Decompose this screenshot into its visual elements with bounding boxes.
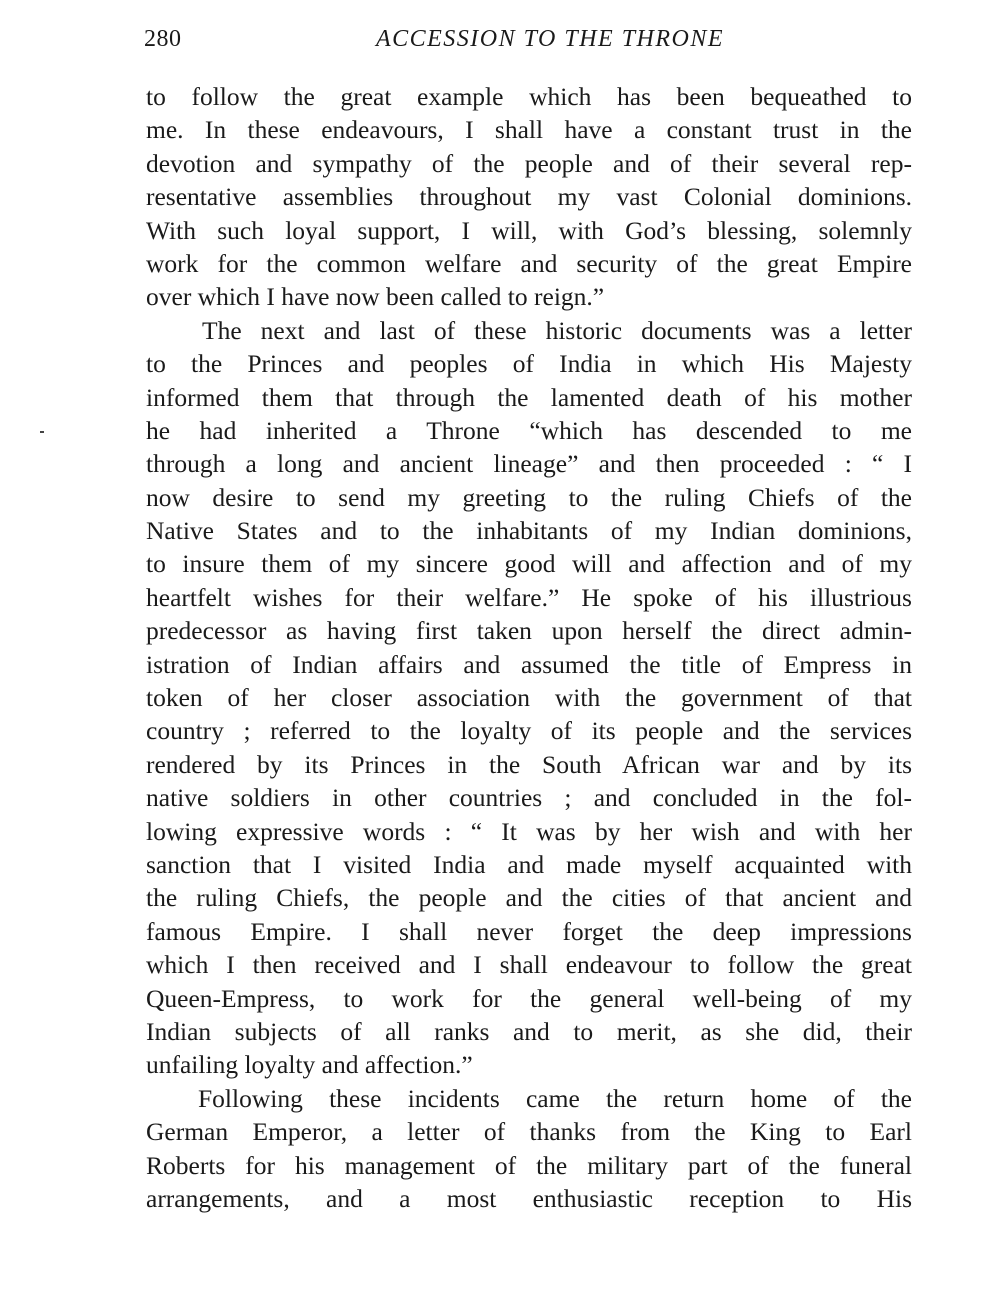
text-line: over which I have now been called to reign.”	[146, 282, 605, 312]
text-line: to follow the great example which has been bequeathed to	[146, 82, 912, 111]
text-line: Roberts for his management of the military part of the funeral	[146, 1150, 912, 1180]
text-line: country ; referred to the loyalty of its people and the services	[146, 716, 912, 746]
text-line: With such loyal support, I will, with God’s blessing, solemnly	[146, 215, 912, 245]
text-line: sanction that I visited India and made myself acquainted with	[146, 849, 912, 879]
text-line: Native States and to the inhabitants of my Indian dominions,	[146, 516, 912, 546]
text-line: rendered by its Princes in the South African war and by its	[146, 749, 912, 779]
margin-mark	[40, 431, 44, 433]
body-text	[146, 80, 912, 1215]
text-line: predecessor as having first taken upon herself the direct admin-	[146, 616, 912, 646]
text-line: arrangements, and a most enthusiastic reception to His	[146, 1183, 912, 1213]
text-line: Indian subjects of all ranks and to merit, as she did, their	[146, 1016, 912, 1046]
text-line: German Emperor, a letter of thanks from the King to Earl	[146, 1117, 912, 1147]
text-line: to the Princes and peoples of India in which His Majesty	[146, 349, 912, 379]
text-line: me. In these endeavours, I shall have a constant trust in the	[146, 115, 912, 145]
text-line: resentative assemblies throughout my vast Colonial dominions.	[146, 182, 912, 212]
text-line: The next and last of these historic documents was a letter	[202, 315, 912, 345]
text-line: token of her closer association with the government of that	[146, 683, 912, 713]
running-title: ACCESSION TO THE THRONE	[375, 26, 725, 52]
paragraph	[146, 314, 912, 1082]
text-line: work for the common welfare and security of the great Empire	[146, 248, 912, 278]
text-line: which I then received and I shall endeavour to follow the great	[146, 950, 912, 980]
text-line: Queen-Empress, to work for the general well-being of my	[146, 983, 912, 1013]
text-line: native soldiers in other countries ; and concluded in the fol-	[146, 783, 912, 813]
paragraph	[146, 1082, 912, 1216]
text-line: the ruling Chiefs, the people and the cities of that ancient and	[146, 883, 912, 913]
text-line: istration of Indian affairs and assumed the title of Empress in	[146, 649, 912, 679]
text-line: unfailing loyalty and affection.”	[146, 1050, 473, 1080]
running-head	[144, 26, 914, 60]
text-line: through a long and ancient lineage” and then proceeded : “ I	[146, 449, 912, 479]
text-line: lowing expressive words : “ It was by her wish and with her	[146, 816, 912, 846]
text-line: famous Empire. I shall never forget the deep impressions	[146, 916, 912, 946]
paragraph	[146, 80, 912, 314]
text-line: now desire to send my greeting to the ruling Chiefs of the	[146, 482, 912, 512]
text-line: informed them that through the lamented death of his mother	[146, 382, 912, 412]
text-line: Following these incidents came the return home of the	[198, 1083, 912, 1113]
text-line: he had inherited a Throne “which has descended to me	[146, 415, 912, 445]
text-line: to insure them of my sincere good will and affection and of my	[146, 549, 912, 579]
page-number: 280	[144, 26, 182, 52]
text-line: heartfelt wishes for their welfare.” He spoke of his illustrious	[146, 582, 912, 612]
text-line: devotion and sympathy of the people and of their several rep-	[146, 148, 912, 178]
